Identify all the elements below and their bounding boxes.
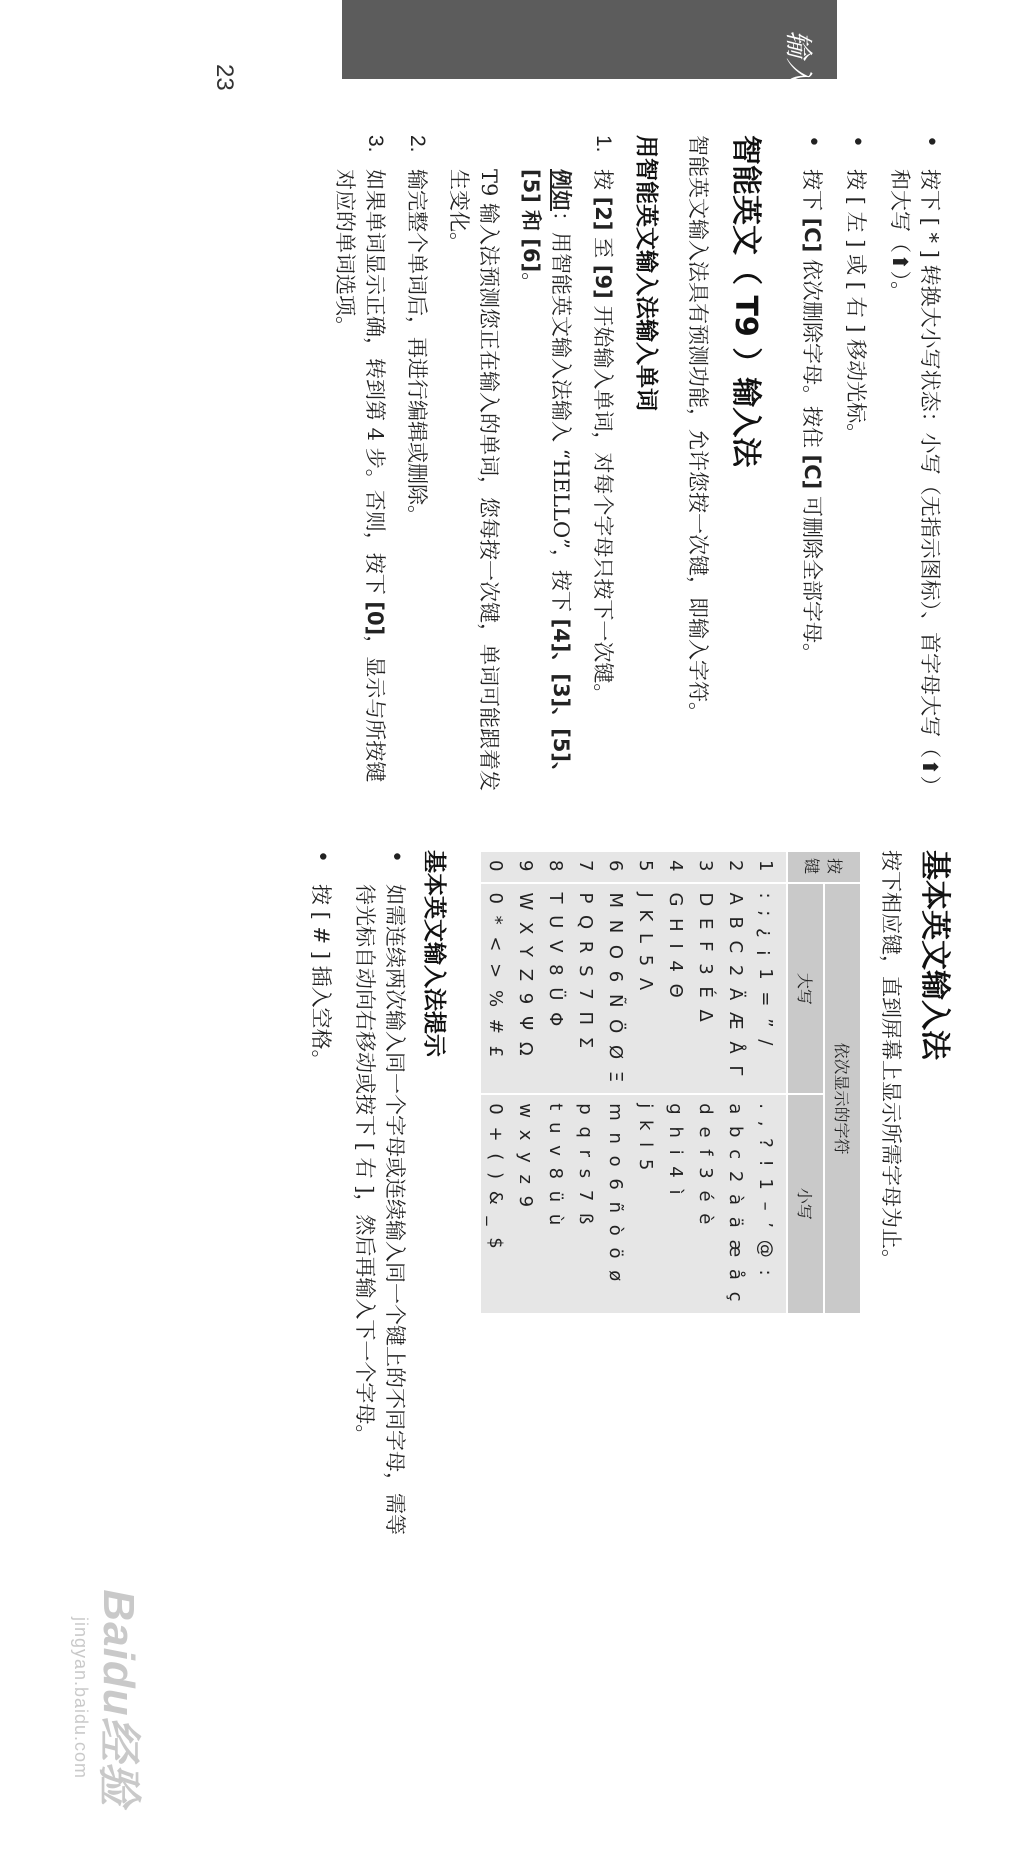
key-char-table <box>481 850 862 1315</box>
cell-upper: 0 * < > % # £ <box>481 883 511 1094</box>
section-title: 输入文本 <box>782 30 815 143</box>
t9-subtitle: 用智能英文输入法输入单词 <box>633 135 659 411</box>
cell-key: 0 <box>481 851 511 883</box>
cell-lower: t u v 8 ü ù <box>541 1094 571 1313</box>
table-row <box>691 851 721 1314</box>
col-group-header: 依次显示的字符 <box>824 883 861 1313</box>
col-lower-header: 小写 <box>787 1094 824 1313</box>
cell-upper: J K L 5 Λ <box>631 883 661 1094</box>
cell-lower: d e f 3 é è <box>691 1094 721 1313</box>
cell-upper: W X Y Z 9 Ψ Ω <box>511 883 541 1094</box>
t9-note: T9 输入法预测您正在输入的单词，您每按一次键，单词可能跟着发生变化。 <box>447 169 501 792</box>
basic-tips <box>306 850 410 1550</box>
watermark-url: jingyan.baidu.com <box>71 1616 91 1780</box>
cell-lower: j k l 5 <box>631 1094 661 1313</box>
right-column <box>318 135 945 795</box>
cell-lower: w x y z 9 <box>511 1094 541 1313</box>
table-row <box>481 851 511 1314</box>
table-row <box>601 851 631 1314</box>
cell-key: 5 <box>631 851 661 883</box>
table-row <box>571 851 601 1314</box>
watermark <box>70 1568 155 1828</box>
left-column <box>292 850 960 1550</box>
cell-key: 2 <box>721 851 751 883</box>
col-upper-header: 大写 <box>787 883 824 1094</box>
t9-step-2: 2. 输完整个单词后，再进行编辑或删除。 <box>405 135 429 526</box>
bullet-case-toggle: • 按下 [ * ] 转换大小写状态：小写（无指示图标）、首字母大写（⬆）和大写（⬆）。 <box>885 135 945 795</box>
cell-upper: M N O 6 Ñ Ö Ø Ξ <box>601 883 631 1094</box>
cell-upper: P Q R S 7 Π Σ <box>571 883 601 1094</box>
t9-example: 例如：用智能英文输入法输入 “HELLO”，按下 [4]、[3]、[5]、[5] 和 [6]。 <box>519 169 573 783</box>
table-body <box>481 851 787 1314</box>
cell-lower: g h i 4 ì <box>661 1094 691 1313</box>
t9-title: 智能英文（ T9 ）输入法 <box>728 135 763 468</box>
bullet-move-cursor: • 按 [ 左 ] 或 [ 右 ] 移动光标。 <box>841 135 871 795</box>
cell-upper: D E F 3 É Δ <box>691 883 721 1094</box>
tip-space: • 按 [ # ] 插入空格。 <box>306 850 336 1550</box>
basic-intro: 按下相应键，直到屏幕上显示所需字母为止。 <box>879 850 903 1270</box>
section-header-bar <box>342 0 837 79</box>
bullet-delete: • 按下 [C] 依次删除字母。按住 [C] 可删除全部字母。 <box>797 135 827 795</box>
page-number: 23 <box>211 64 238 91</box>
cell-lower: a b c 2 à ä æ å ç <box>721 1094 751 1313</box>
table-row <box>511 851 541 1314</box>
table-row <box>721 851 751 1314</box>
cell-upper: A B C 2 Ä Æ Å Γ <box>721 883 751 1094</box>
cell-key: 1 <box>751 851 787 883</box>
cell-lower: . , ? ! 1 – ’ @ : <box>751 1094 787 1313</box>
table-row <box>751 851 787 1314</box>
col-key-header: 按键 <box>787 851 861 883</box>
basic-title: 基本英文输入法 <box>917 850 952 1060</box>
cell-key: 7 <box>571 851 601 883</box>
cell-upper: : ; ¿ ¡ 1 = ” / <box>751 883 787 1094</box>
cell-lower: 0 + ( ) & _ $ <box>481 1094 511 1313</box>
t9-steps <box>330 135 618 795</box>
table-row <box>541 851 571 1314</box>
watermark-brand: Baidu经验 <box>94 1589 143 1807</box>
t9-step-1: 1. 按 [2] 至 [9] 开始输入单词，对每个字母只按下一次键。 例如：用智能英文输入法输入 “HELLO”，按下 [4]、[3]、[5]、[5] 和 [6]。 T9 输入法预测您正在输入的单词，您每按一次键，单词可能跟着发生变化。 <box>444 135 618 795</box>
cell-lower: p q r s 7 ß <box>571 1094 601 1313</box>
cell-key: 8 <box>541 851 571 883</box>
t9-intro: 智能英文输入法具有预测功能，允许您按一次键，即输入字符。 <box>686 135 710 723</box>
cell-key: 6 <box>601 851 631 883</box>
cell-key: 9 <box>511 851 541 883</box>
cell-key: 4 <box>661 851 691 883</box>
cell-lower: m n o 6 ñ ò ö ø <box>601 1094 631 1313</box>
cell-key: 3 <box>691 851 721 883</box>
tip-same-key: • 如需连续两次输入同一个字母或连续输入同一个键上的不同字母，需等待光标自动向右移动或按下 [ 右 ]，然后再输入下一个字母。 <box>350 850 410 1550</box>
cursor-bullets <box>797 135 945 795</box>
cell-upper: G H I 4 Θ <box>661 883 691 1094</box>
cell-upper: T U V 8 Ü Φ <box>541 883 571 1094</box>
table-row <box>631 851 661 1314</box>
table-row <box>661 851 691 1314</box>
t9-step-3: 3. 如果单词显示正确，转到第 4 步。否则，按下 [0]，显示与所按键对应的单词选项。 <box>333 135 387 783</box>
basic-tips-title: 基本英文输入法提示 <box>421 850 447 1057</box>
